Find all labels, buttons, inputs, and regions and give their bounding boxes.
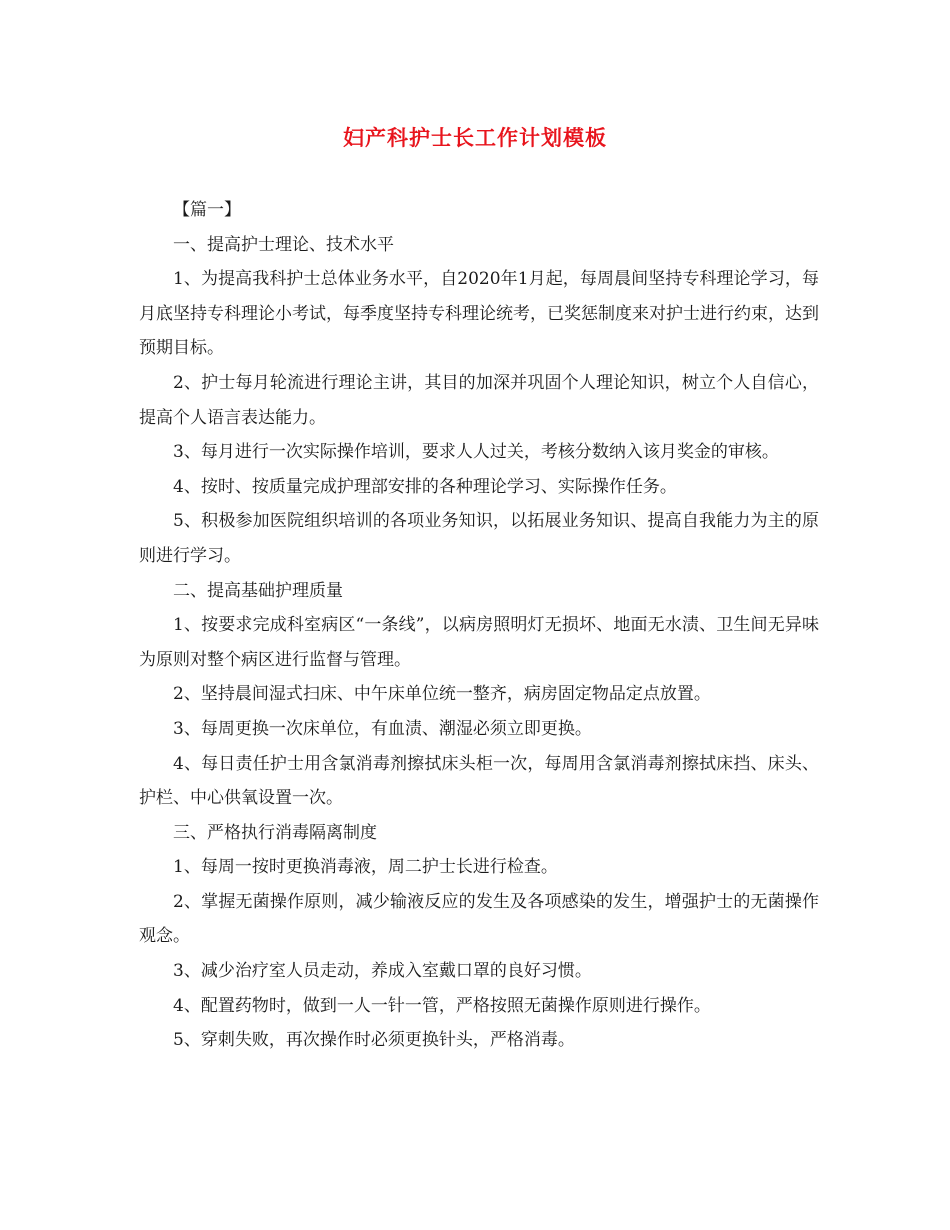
paragraph: 3、每周更换一次床单位，有血渍、潮湿必须立即更换。 [173,718,592,739]
paragraph: 3、每月进行一次实际操作培训，要求人人过关，考核分数纳入该月奖金的审核。 [173,442,779,463]
paragraph: 5、积极参加医院组织培训的各项业务知识，以拓展业务知识、提高自我能力为主的原则进行学习。 [139,511,819,566]
section-label: 【篇一】 [173,200,241,220]
paragraph: 4、配置药物时，做到一人一针一管，严格按照无菌操作原则进行操作。 [173,995,711,1016]
paragraph: 2、护士每月轮流进行理论主讲，其目的加深并巩固个人理论知识，树立个人自信心，提高个人语言表达能力。 [139,372,819,428]
paragraph: 4、按时、按质量完成护理部安排的各种理论学习、实际操作任务。 [173,476,677,497]
heading-3: 三、严格执行消毒隔离制度 [173,822,377,843]
heading-2: 二、提高基础护理质量 [173,580,343,601]
paragraph: 5、穿刺失败，再次操作时必须更换针头，严格消毒。 [173,1030,575,1051]
document-title: 妇产科护士长工作计划模板 [343,125,607,150]
paragraph: 1、每周一按时更换消毒液，周二护士长进行检查。 [173,857,558,878]
paragraph: 2、坚持晨间湿式扫床、中午床单位统一整齐，病房固定物品定点放置。 [173,684,711,705]
paragraph: 1、为提高我科护士总体业务水平，自2020年1月起，每周晨间坚持专科理论学习，每月底坚持专科理论小考试，每季度坚持专科理论统考，已奖惩制度来对护士进行约束，达到预期目标。 [139,269,819,359]
heading-1: 一、提高护士理论、技术水平 [173,234,394,255]
paragraph: 3、减少治疗室人员走动，养成入室戴口罩的良好习惯。 [173,961,592,982]
paragraph: 4、每日责任护士用含氯消毒剂擦拭床头柜一次，每周用含氯消毒剂擦拭床挡、床头、护栏、中心供氧设置一次。 [139,753,819,809]
paragraph: 2、掌握无菌操作原则，减少输液反应的发生及各项感染的发生，增强护士的无菌操作观念。 [139,891,819,947]
paragraph: 1、按要求完成科室病区“一条线”，以病房照明灯无损坏、地面无水渍、卫生间无异味为原则对整个病区进行监督与管理。 [139,615,819,670]
document-body [139,193,819,1058]
